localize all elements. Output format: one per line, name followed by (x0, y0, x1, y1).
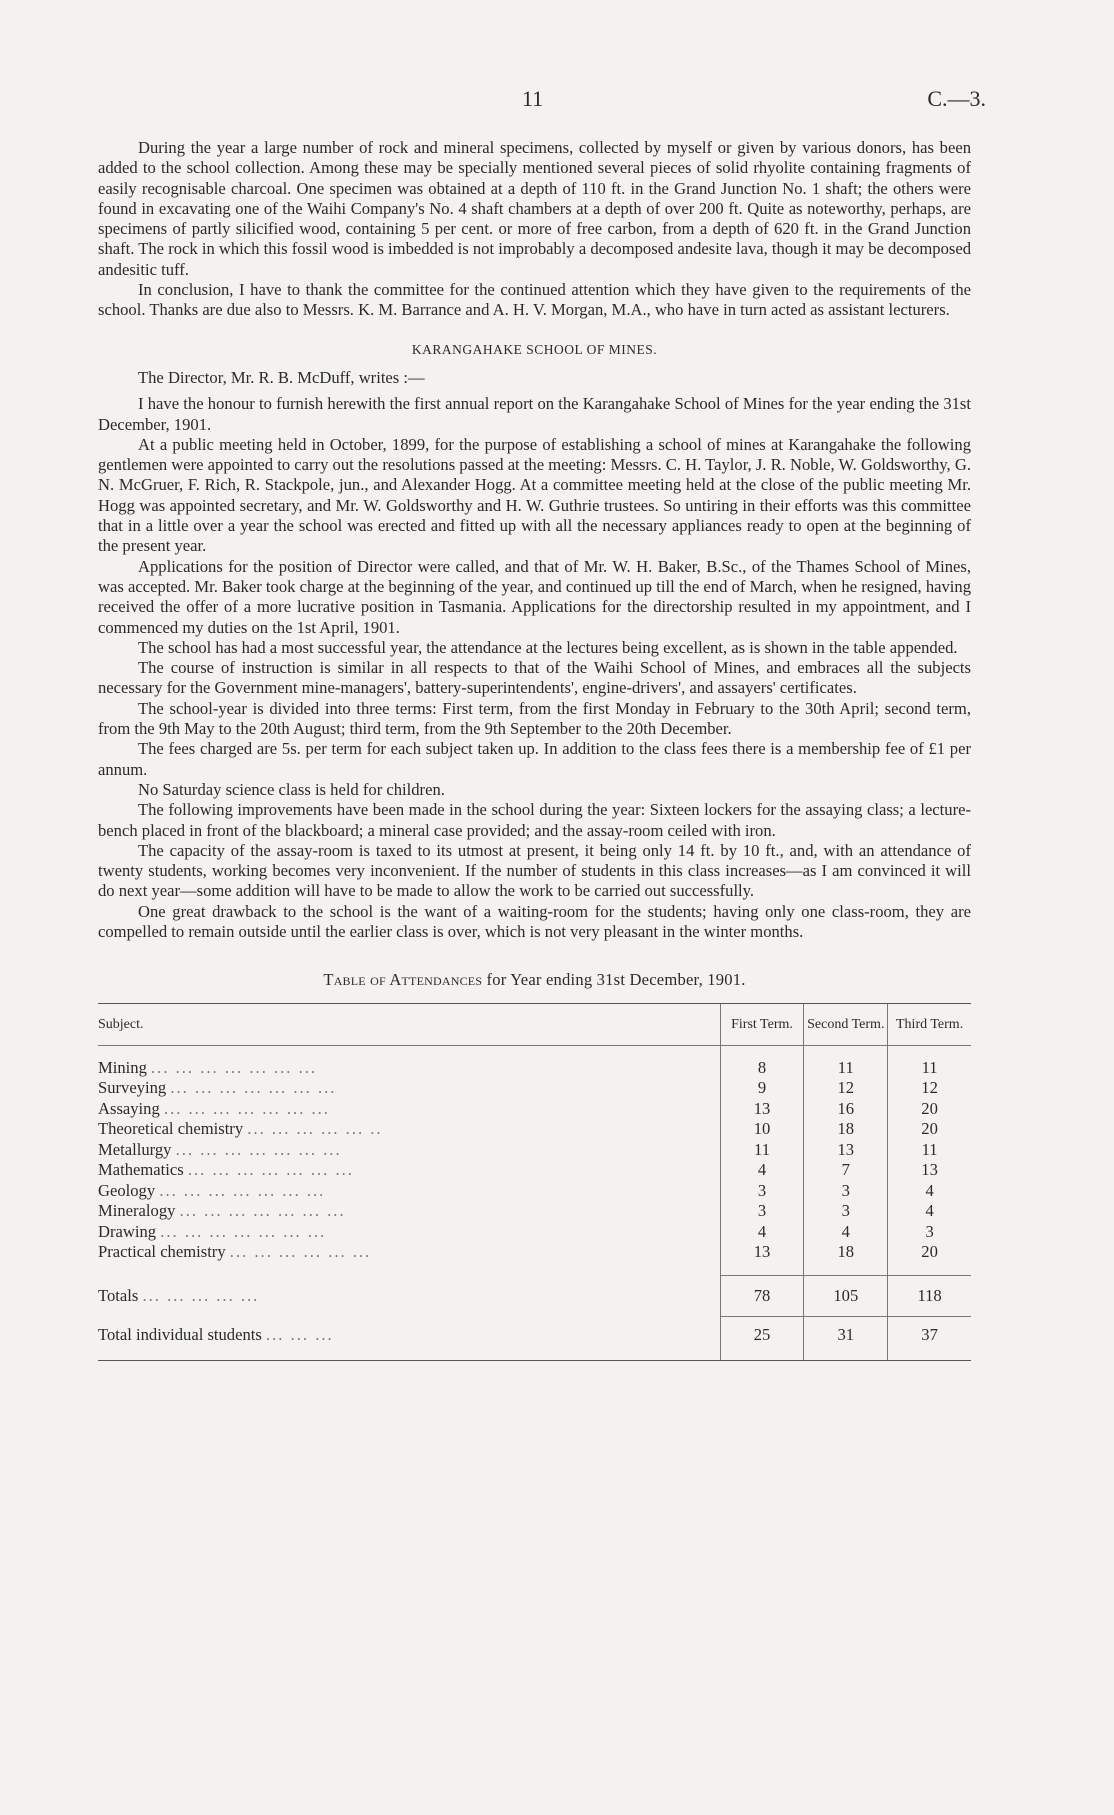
row-subject: Mathematics (98, 1160, 184, 1180)
table-row (98, 1099, 971, 1120)
totals-second: 105 (804, 1275, 888, 1317)
table-row (98, 1058, 971, 1079)
row-third: 11 (888, 1140, 971, 1161)
row-subject: Surveying (98, 1078, 167, 1098)
row-first: 9 (720, 1078, 804, 1099)
paragraph: The school-year is divided into three terms: First term, from the first Monday in February to the 30th April; second term, from the 9th May to the 20th August; third term, from the 9th September to the 20th December. (98, 698, 971, 739)
table-row (98, 1181, 971, 1202)
row-third: 4 (888, 1181, 971, 1202)
row-second: 4 (804, 1222, 888, 1243)
row-second: 13 (804, 1140, 888, 1161)
leader-dots: ... ... ... ... ... ... ... (160, 1221, 327, 1241)
paragraph: At a public meeting held in October, 1899, for the purpose of establishing a school of mines at Karangahake the following gentlemen were appointed to carry out the resolutions passed at the meeting: Messrs. C. H. Taylor, J. R. Noble, W. Goldsworthy, G. N. McGruer, F. Rich, R. Stackpole, jun., and Alexander Hogg. At a committee meeting held at the close of the public meeting Mr. Hogg was appointed secretary, and Mr. W. Goldsworthy and H. W. Guthrie trustees. So untiring in their efforts was this committee that in a little over a year the school was erected and fitted up with all the necessary appliances ready to open at the beginning of the present year. (98, 434, 971, 556)
table-row (98, 1242, 971, 1263)
row-third: 4 (888, 1201, 971, 1222)
leader-dots: ... ... ... ... ... ... ... (163, 1098, 330, 1118)
director-line: The Director, Mr. R. B. McDuff, writes :— (138, 367, 425, 387)
row-first: 8 (720, 1058, 804, 1079)
totals-label: Totals (98, 1285, 139, 1305)
row-second: 3 (804, 1181, 888, 1202)
leader-dots: ... ... ... ... ... .. (247, 1119, 383, 1139)
paragraph: One great drawback to the school is the want of a waiting-room for the students; having only one class-room, they are compelled to remain outside until the earlier class is over, which is not very pleasant in the winter months. (98, 901, 971, 941)
totals-third: 118 (888, 1275, 971, 1317)
row-subject: Mineralogy (98, 1201, 176, 1221)
table-caption (98, 970, 971, 990)
body-text (98, 138, 971, 1361)
row-subject: Mining (98, 1057, 147, 1077)
individual-third: 37 (888, 1317, 971, 1361)
header-first-term: First Term. (720, 1003, 804, 1045)
leader-dots: ... ... ... ... ... ... ... (159, 1180, 326, 1200)
individual-first: 25 (720, 1317, 804, 1361)
totals-first: 78 (720, 1275, 804, 1317)
row-first: 4 (720, 1222, 804, 1243)
paragraph: The course of instruction is similar in all respects to that of the Waihi School of Mines, and embraces all the subjects necessary for the Government mine-managers', battery-superintendents', engine-drivers', and assayers' certificates. (98, 658, 971, 698)
page-number: 11 (522, 86, 544, 111)
row-third: 20 (888, 1242, 971, 1263)
row-second: 12 (804, 1078, 888, 1099)
table-row (98, 1140, 971, 1161)
paragraph: The school has had a most successful year, the attendance at the lectures being excellent, as is shown in the table appended. (138, 637, 958, 657)
header-second-term: Second Term. (804, 1003, 888, 1045)
row-first: 11 (720, 1140, 804, 1161)
leader-dots: ... ... ... ... ... ... ... (175, 1139, 342, 1159)
table-caption-title: Table of Attendances (323, 970, 483, 990)
table-caption-rest: for Year ending 31st December, 1901. (482, 970, 746, 990)
leader-dots: ... ... ... ... ... ... ... (179, 1201, 346, 1221)
table-row (98, 1160, 971, 1181)
section-heading: KARANGAHAKE SCHOOL OF MINES. (411, 341, 658, 357)
row-first: 13 (720, 1099, 804, 1120)
individual-label: Total individual students (98, 1324, 262, 1344)
table-row (98, 1119, 971, 1140)
row-second: 11 (804, 1058, 888, 1079)
row-second: 16 (804, 1099, 888, 1120)
row-subject: Drawing (98, 1221, 157, 1241)
individual-students-row (98, 1317, 971, 1361)
paragraph: I have the honour to furnish herewith the first annual report on the Karangahake School of Mines for the year ending the 31st December, 1901. (98, 394, 971, 434)
totals-row (98, 1275, 971, 1317)
document-code: C.—3. (927, 86, 986, 111)
attendance-table (98, 1003, 971, 1361)
individual-second: 31 (804, 1317, 888, 1361)
table-spacer (98, 1045, 971, 1058)
table-header-row (98, 1003, 971, 1045)
table-row (98, 1078, 971, 1099)
row-first: 10 (720, 1119, 804, 1140)
row-subject: Practical chemistry (98, 1242, 226, 1262)
paragraph: The capacity of the assay-room is taxed to its utmost at present, it being only 14 ft. by 10 ft., and, with an attendance of twenty students, working becomes very inconvenient. If the number of students in this class increases—as I am convinced it will do next year—some addition will have to be made to allow the work to be carried out successfully. (98, 840, 971, 901)
row-second: 7 (804, 1160, 888, 1181)
row-second: 3 (804, 1201, 888, 1222)
row-third: 20 (888, 1099, 971, 1120)
row-subject: Assaying (98, 1098, 160, 1118)
row-subject: Geology (98, 1180, 156, 1200)
row-third: 11 (888, 1058, 971, 1079)
table-body (98, 1045, 971, 1360)
row-first: 3 (720, 1201, 804, 1222)
paragraph: Applications for the position of Director were called, and that of Mr. W. H. Baker, B.Sc., of the Thames School of Mines, was accepted. Mr. Baker took charge at the beginning of the year, and continued up till the end of March, when he resigned, having received the offer of a more lucrative position in Tasmania. Applications for the directorship resulted in my appointment, and I commenced my duties on the 1st April, 1901. (98, 556, 971, 637)
header-third-term: Third Term. (888, 1003, 971, 1045)
leader-dots: ... ... ... ... ... ... ... (170, 1078, 337, 1098)
header-subject: Subject. (98, 1003, 720, 1045)
paragraph: During the year a large number of rock and mineral specimens, collected by myself or given by various donors, has been added to the school collection. Among these may be specially mentioned several pieces of solid rhyolite containing fragments of easily recognisable charcoal. One specimen was obtained at a depth of 110 ft. in the Grand Junction No. 1 shaft; the others were found in excavating one of the Waihi Company's No. 4 shaft chambers at a depth of over 200 ft. Quite as noteworthy, perhaps, are specimens of partly silicified wood, containing 5 per cent. or more of free carbon, from a depth of 620 ft. in the Grand Junction shaft. The rock in which this fossil wood is imbedded is not improbably a decomposed andesite lava, though it may be decomposed andesitic tuff. (98, 138, 972, 279)
leader-dots: ... ... ... ... ... ... (229, 1242, 372, 1262)
row-first: 3 (720, 1181, 804, 1202)
row-third: 3 (888, 1222, 971, 1243)
row-third: 12 (888, 1078, 971, 1099)
row-second: 18 (804, 1119, 888, 1140)
row-subject: Theoretical chemistry (98, 1119, 244, 1139)
paragraph: No Saturday science class is held for children. (138, 779, 445, 799)
table-row (98, 1201, 971, 1222)
leader-dots: ... ... ... ... ... ... ... (187, 1160, 354, 1180)
paragraph: The following improvements have been made in the school during the year: Sixteen lockers for the assaying class; a lecture-bench placed in front of the blackboard; a mineral case provided; and the assay-room ceiled with iron. (98, 800, 971, 840)
leader-dots: ... ... ... ... ... (142, 1285, 260, 1305)
paragraph: The fees charged are 5s. per term for each subject taken up. In addition to the class fees there is a membership fee of £1 per annum. (98, 739, 971, 779)
table-spacer (98, 1263, 971, 1276)
paragraph: In conclusion, I have to thank the committee for the continued attention which they have given to the requirements of the school. Thanks are due also to Messrs. K. M. Barrance and A. H. V. Morgan, M.A., who have in turn acted as assistant lecturers. (98, 280, 971, 320)
row-first: 4 (720, 1160, 804, 1181)
row-first: 13 (720, 1242, 804, 1263)
table-row (98, 1222, 971, 1243)
leader-dots: ... ... ... ... ... ... ... (151, 1057, 318, 1077)
row-third: 13 (888, 1160, 971, 1181)
row-subject: Metallurgy (98, 1139, 172, 1159)
row-second: 18 (804, 1242, 888, 1263)
row-third: 20 (888, 1119, 971, 1140)
leader-dots: ... ... ... (266, 1324, 334, 1344)
page-header (0, 86, 1114, 116)
